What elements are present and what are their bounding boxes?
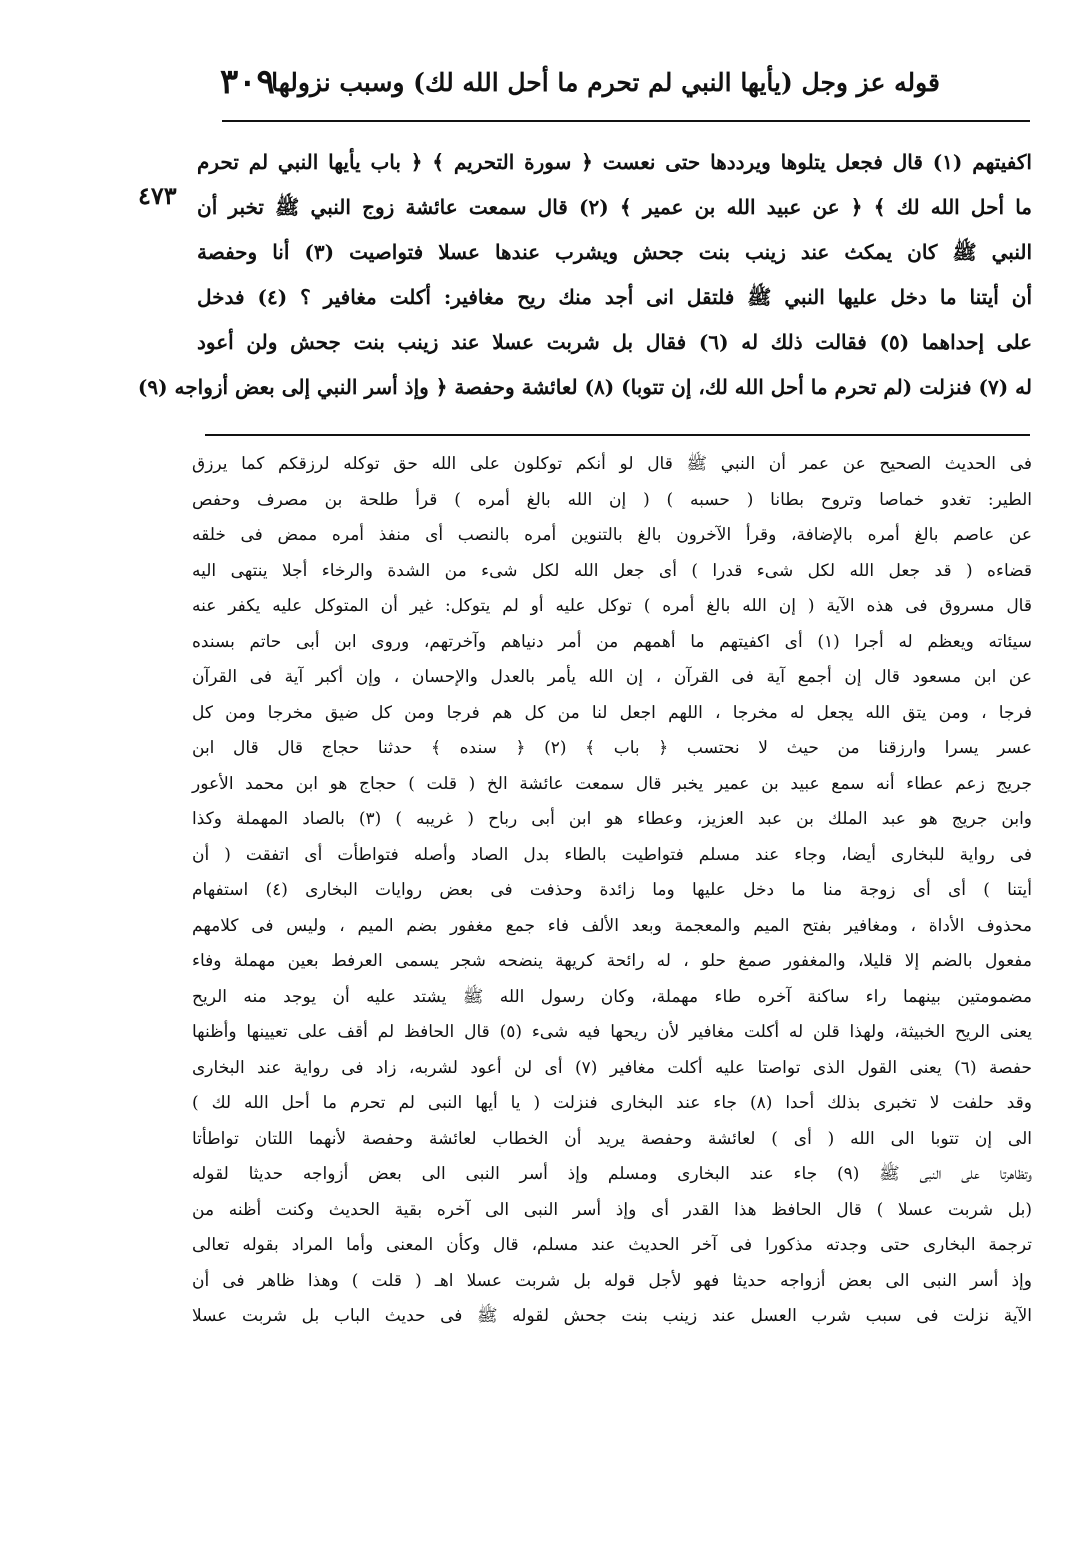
- commentary-line: فرجا ، ومن يتق الله يجعل له مخرجا ، اللهم اجعل لنا من كل هم فرجا ومن كل ضيق مخرجا ومن كل: [192, 702, 1032, 723]
- commentary-line: وتظاهرتا على النبى ﷺ (٩) جاء عند البخارى ومسلم وإذ أسر النبى الى بعض أزواجه حديثا لقوله: [192, 1164, 1032, 1184]
- header-rule: [222, 120, 1030, 122]
- commentary-line: ترجمة البخارى حتى وجدته مذكورا فى آخر الحديث عند مسلم، قال وكأن المعنى وأما المراد بقوله تعالى: [192, 1235, 1032, 1255]
- commentary-line: مفعول بالضم إلا قليلا، والمغفور صمغ حلو ، له رائحة كريهة ينضحه شجر يسمى العرفط بعين مهملة وفاء: [192, 951, 1032, 971]
- commentary-line: الطير: تغدو خماصا وتروح بطانا ( حسبه ) ( إن الله بالغ أمره ) قرأ طلحة بن مصرف وحفص: [192, 489, 1032, 510]
- commentary-line: وقد حلفت لا تخبرى بذلك أحدا (٨) جاء عند البخارى فنزلت ( يا أيها النبى لم تحرم ما أحل الله لك ): [192, 1093, 1033, 1113]
- commentary-line: فى رواية للبخارى أيضا، وجاء عند مسلم فتواطيت بالطاء بدل الصاد وأصله فتواطأت أى اتفقت ( أن: [192, 844, 1032, 865]
- commentary-line: الى إن تتوبا الى الله ( أى ) لعائشة وحفصة يريد أن الخطاب لعائشة وحفصة لأنهما اللتان تواطأتا: [192, 1128, 1032, 1149]
- main-text-line: له (٧) فنزلت (لم تحرم ما أحل الله لك، إن تتوبا) (٨) لعائشة وحفصة ﴿ وإذ أسر النبي إلى بعض أزواجه (٩): [137, 375, 1032, 399]
- hadith-number: ٤٧٣: [138, 181, 177, 210]
- main-text-line: اكفيتهم (١) قال فجعل يتلوها ويرددها حتى نعست ﴿ سورة التحريم ﴾ ﴿ باب يأيها النبي لم تحرم: [197, 150, 1032, 174]
- commentary-line: مضمومتين بينهما راء ساكنة آخره طاء مهملة، وكان رسول الله ﷺ يشتد عليه أن يوجد منه الريح: [192, 986, 1032, 1007]
- commentary-line: يعنى الريح الخبيثة، ولهذا قلن له أكلت مغافير لأن ريحها فيه شىء (٥) قال الحافظ لم أقف على تعيينها وأظنها: [192, 1022, 1032, 1042]
- commentary-line: أيتنا ) أى أى زوجة منا ما دخل عليها وما زائدة وحذفت فى بعض روايات البخارى (٤) استفهام: [192, 880, 1032, 900]
- commentary-line: فى الحديث الصحيح عن عمر أن النبي ﷺ قال لو أنكم توكلون على الله حق توكله لرزقكم كما يرزق: [192, 454, 1032, 474]
- commentary-line: وإذ أسر النبى الى بعض أزواجه حديثا فهو لأجل قوله بل شربت عسلا اهـ ( قلت ) وهذا ظاهر فى أن: [192, 1270, 1032, 1291]
- commentary-line: وابن جريج هو عبد الملك بن عبد العزيز، وعطاء هو ابن أبى رباح ( غريبه ) (٣) بالصاد المهملة وكذا: [192, 809, 1033, 829]
- commentary-line: سيئاته ويعظم له أجرا (١) أى اكفيتهم ما أهمهم من أمر دنياهم وآخرتهم، وروى ابن أبى حاتم بسنده: [192, 631, 1032, 652]
- commentary-line: عن ابن مسعود قال إن أجمع آية فى القرآن ، إن الله يأمر بالعدل والإحسان ، وإن أكبر آية فى القرآن: [192, 667, 1032, 687]
- commentary-line: عن عاصم بالغ أمره بالإضافة، وقرأ الآخرون بالغ بالتنوين أمره بالنصب أى منفذ أمره ممض فى خلقه: [192, 525, 1032, 545]
- main-text-line: ما أحل الله لك ﴾ ﴿ عن عبيد الله بن عمير ﴾ (٢) قال سمعت عائشة زوج النبي ﷺ تخبر أن: [197, 195, 1032, 219]
- page-header: [200, 60, 960, 110]
- commentary-line: عسر يسرا وارزقنا من حيث لا نحتسب ﴿ باب ﴾ (٢) ﴿ سنده ﴾ حدثنا حجاج قال قال ابن: [192, 738, 1032, 758]
- commentary-line: محذوف الأداة ، ومغافير بفتح الميم والمعجمة وبعد الألف فاء جمع مغفور بضم الميم ، وليس فى كلامهم: [192, 915, 1032, 936]
- text-commentary-divider: [205, 434, 1030, 436]
- commentary-line: حفصة (٦) يعنى القول الذى تواصتا عليه أكلت مغافير (٧) أى لن أعود لشربه، زاد فى رواية عند البخارى: [192, 1057, 1032, 1078]
- main-text-line: النبي ﷺ كان يمكث عند زينب بنت جحش ويشرب عندها عسلا فتواصيت (٣) أنا وحفصة: [197, 240, 1033, 264]
- commentary: [192, 447, 1032, 1335]
- commentary-line: قال مسروق فى هذه الآية ( إن الله بالغ أمره ) توكل عليه أو لم يتوكل: غير أن المتوكل عليه يكفر عنه: [192, 596, 1032, 616]
- commentary-line: جريج زعم عطاء أنه سمع عبيد بن عمير يخبر قال سمعت عائشة الخ ( قلت ) حجاج هو ابن محمد الأعور: [192, 773, 1032, 794]
- commentary-line: الآية نزلت فى سبب شرب العسل عند زينب بنت جحش لقوله ﷺ فى حديث الباب بل شربت عسلا: [192, 1306, 1032, 1326]
- commentary-line: قضاءه ( قد جعل الله لكل شىء قدرا ) أى جعل الله لكل شىء من الشدة والرخاء أجلا ينتهى اليه: [192, 560, 1032, 581]
- main-text-line: على إحداهما (٥) فقالت ذلك له (٦) فقال بل شربت عسلا عند زينب بنت جحش ولن أعود: [197, 330, 1033, 354]
- page-number: ٣٠٩: [220, 62, 275, 102]
- main-text-line: أن أيتنا ما دخل عليها النبي ﷺ فلتقل انى أجد منك ريح مغافير: أكلت مغافير ؟ (٤) فدخل: [197, 285, 1032, 309]
- commentary-line: (بل شربت عسلا ) قال الحافظ هذا القدر أى وإذ أسر النبى الى آخره بقية الحديث وكنت أظنه من: [192, 1199, 1032, 1220]
- running-head: قوله عز وجل (يأيها النبي لم تحرم ما أحل الله لك) وسبب نزولها: [271, 68, 940, 97]
